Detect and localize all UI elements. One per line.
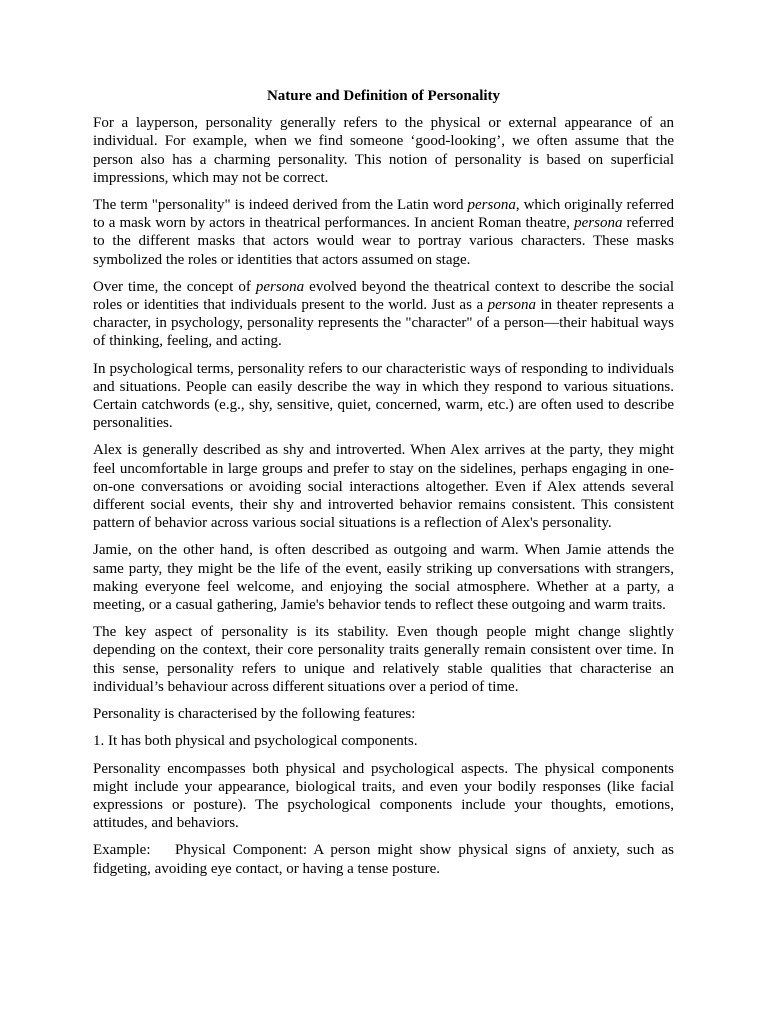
text-run: The term "personality" is indeed derived from the Latin word (93, 197, 468, 214)
document-body (93, 87, 674, 887)
text-run: in theater represents a character, in psychology, personality represents the "character" of a person—their habitual ways of thinking, feeling, and acting. (93, 297, 674, 350)
paragraph-persona-evolution (93, 278, 674, 351)
italic-term: persona (467, 197, 516, 214)
text-run: referred to the different masks that actors would wear to portray various characters. These masks symbolized the roles or identities that actors assumed on stage. (93, 215, 674, 268)
paragraph-features-intro: Personality is characterised by the following features: (93, 706, 416, 723)
text-run: Over time, the concept of (93, 278, 256, 295)
italic-term: persona (487, 297, 536, 314)
paragraph-jamie-example: Jamie, on the other hand, is often described as outgoing and warm. When Jamie attends the same party, they might be the life of the event, easily striking up conversations with strangers, making everyone feel welcome, and enjoying the social atmosphere. Whether at a party, a meeting, or a casual gathering, Jamie's behavior tends to reflect these outgoing and warm traits. (93, 542, 674, 614)
paragraph-alex-example: Alex is generally described as shy and introverted. When Alex arrives at the party, they might feel uncomfortable in large groups and prefer to stay on the sidelines, perhaps engaging in one-on-one conversations or avoiding social interactions altogether. Even if Alex attends several different social events, their shy and introverted behavior remains consistent. This consistent pattern of behavior across various social situations is a reflection of Alex's personality. (93, 442, 674, 532)
text-run: evolved beyond the theatrical context to describe the social roles or identities that individuals present to the world. Just as a (93, 278, 675, 314)
paragraph-persona-origin (93, 196, 674, 269)
paragraph-stability: The key aspect of personality is its stability. Even though people might change slightly depending on the context, their core personality traits generally remain consistent over time. In this sense, personality refers to unique and relatively stable qualities that characterise an individual’s behaviour across different situations over a period of time. (93, 624, 674, 695)
italic-term: persona (574, 215, 623, 232)
example-label: Example: (93, 842, 151, 859)
paragraph-example (93, 841, 674, 877)
paragraph-components: Personality encompasses both physical and psychological aspects. The physical components might include your appearance, biological traits, and even your bodily responses (like facial expressions or posture). The psychological components include your thoughts, emotions, attitudes, and behaviors. (93, 760, 674, 832)
text-run: , which originally referred to a mask worn by actors in theatrical performances. In ancient Roman theatre, (93, 197, 675, 232)
paragraph-psychological-terms: In psychological terms, personality refers to our characteristic ways of responding to individuals and situations. People can easily describe the way in which they respond to various situations. Certain catchwords (e.g., shy, sensitive, quiet, concerned, warm, etc.) are often used to describe personalities. (93, 360, 674, 432)
list-item-feature-1: 1. It has both physical and psychological components. (93, 733, 418, 750)
paragraph-layperson: For a layperson, personality generally refers to the physical or external appearance of an individual. For example, when we find someone ‘good-looking’, we often assume that the person also has a charming personality. This notion of personality is based on superficial impressions, which may not be correct. (93, 115, 674, 186)
example-text: Physical Component: A person might show physical signs of anxiety, such as fidgeting, avoiding eye contact, or having a tense posture. (93, 842, 674, 877)
italic-term: persona (255, 278, 305, 295)
document-title: Nature and Definition of Personality (266, 88, 501, 104)
